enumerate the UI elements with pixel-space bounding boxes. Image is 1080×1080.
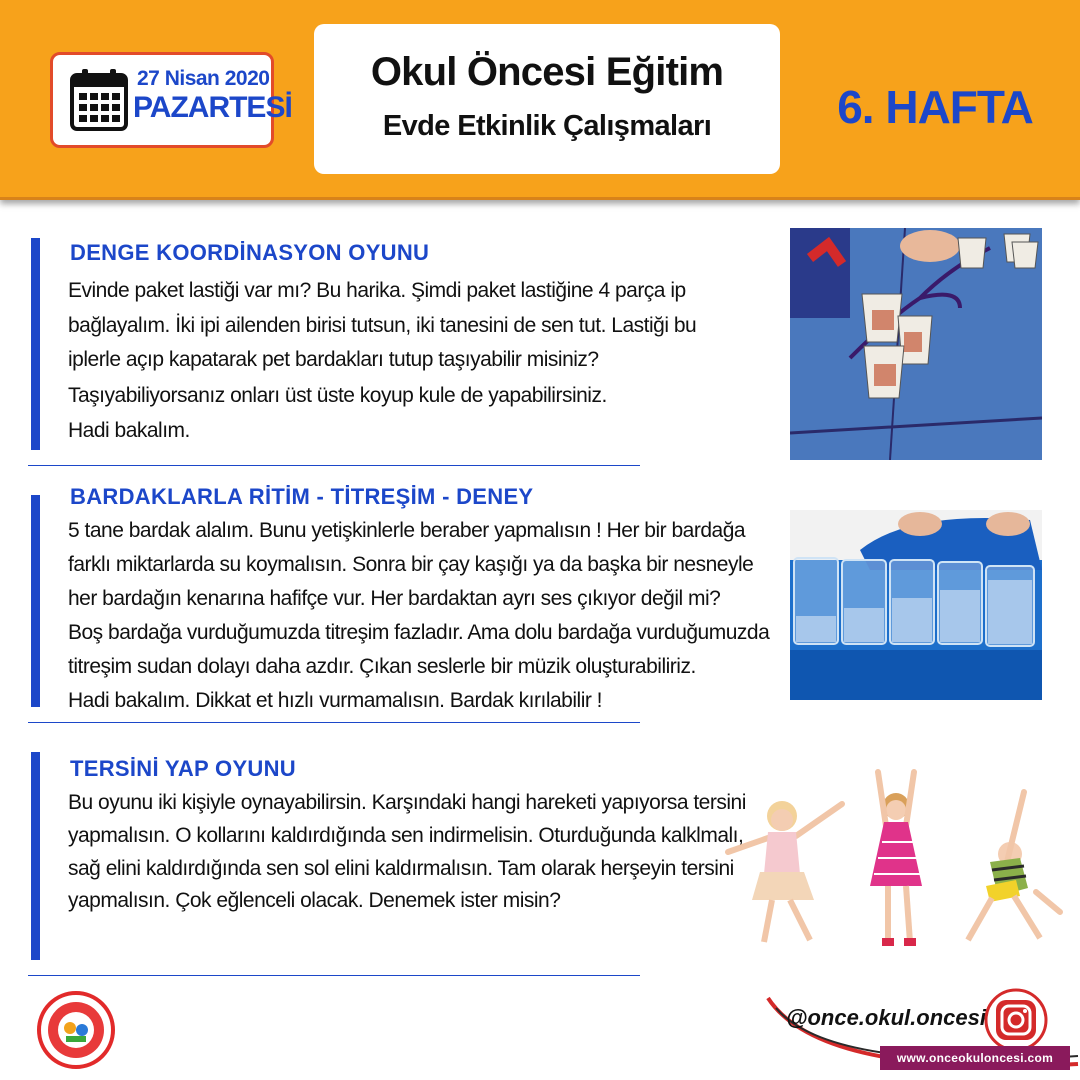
body-line: Evinde paket lastiği var mı? Bu harika. Şimdi paket lastiğine 4 parça ip xyxy=(68,279,686,302)
school-logo xyxy=(36,990,116,1070)
body-line: yapmalısın. Çok eğlenceli olacak. Denemek ister misin? xyxy=(68,889,561,912)
calendar-icon xyxy=(69,67,129,133)
body-line: sağ elini kaldırdığında sen sol elini kaldırmalısın. Tam olarak herşeyin tersini xyxy=(68,857,734,880)
section-bar xyxy=(31,752,40,960)
section-title: TERSİNİ YAP OYUNU xyxy=(70,756,296,781)
header-banner xyxy=(0,0,1080,200)
day-label: PAZARTESİ xyxy=(133,91,292,124)
section-divider xyxy=(28,975,640,976)
section-divider xyxy=(28,722,640,723)
body-line: farklı miktarlarda su koymalısın. Sonra bir çay kaşığı ya da başka bir nesneyle xyxy=(68,553,754,576)
section-title: BARDAKLARLA RİTİM - TİTREŞİM - DENEY xyxy=(70,484,534,509)
body-line: Boş bardağa vurduğumuzda titreşim fazladır. Ama dolu bardağa vurduğumuzda xyxy=(68,621,770,644)
section-bar xyxy=(31,495,40,707)
section-title: DENGE KOORDİNASYON OYUNU xyxy=(70,240,430,265)
page-title: Okul Öncesi Eğitim xyxy=(370,50,724,94)
body-line: yapmalısın. O kollarını kaldırdığında sen indirmelisin. Oturduğunda kalklmalı, xyxy=(68,824,744,847)
instagram-icon[interactable] xyxy=(984,988,1048,1052)
body-line: titreşim sudan dolayı daha azdır. Çıkan seslerle bir müzik oluşturabiliriz. xyxy=(68,655,696,678)
body-line: Hadi bakalım. Dikkat et hızlı vurmamalısın. Bardak kırılabilir ! xyxy=(68,689,603,712)
body-line: her bardağın kenarına hafifçe vur. Her bardaktan ayrı ses çıkıyor değil mi? xyxy=(68,587,721,610)
website-label[interactable]: www.onceokuloncesi.com xyxy=(880,1046,1070,1070)
kids-stretching-illustration xyxy=(724,762,1070,954)
section-divider xyxy=(28,465,640,466)
date-label: 27 Nisan 2020 xyxy=(137,67,270,90)
page-subtitle: Evde Etkinlik Çalışmaları xyxy=(382,110,712,142)
week-label: 6. HAFTA xyxy=(837,81,1033,133)
section-bar xyxy=(31,238,40,450)
body-line: Bu oyunu iki kişiyle oynayabilirsin. Karşındaki hangi hareketi yapıyorsa tersini xyxy=(68,791,746,814)
water-glasses-photo xyxy=(790,510,1042,700)
date-box xyxy=(50,52,292,148)
body-line: Hadi bakalım. xyxy=(68,419,190,442)
body-line: 5 tane bardak alalım. Bunu yetişkinlerle beraber yapmalısın ! Her bir bardağa xyxy=(68,519,746,542)
body-line: iplerle açıp kapatarak pet bardakları tutup taşıyabilir misiniz? xyxy=(68,348,599,371)
cups-tower-photo xyxy=(790,228,1042,460)
instagram-handle[interactable]: @once.okul.oncesi xyxy=(786,1005,986,1030)
title-box xyxy=(314,24,780,174)
body-line: Taşıyabiliyorsanız onları üst üste koyup kule de yapabilirsiniz. xyxy=(68,384,607,407)
body-line: bağlayalım. İki ipi ailenden birisi tutsun, iki tanesini de sen tut. Lastiği bu xyxy=(68,314,697,337)
